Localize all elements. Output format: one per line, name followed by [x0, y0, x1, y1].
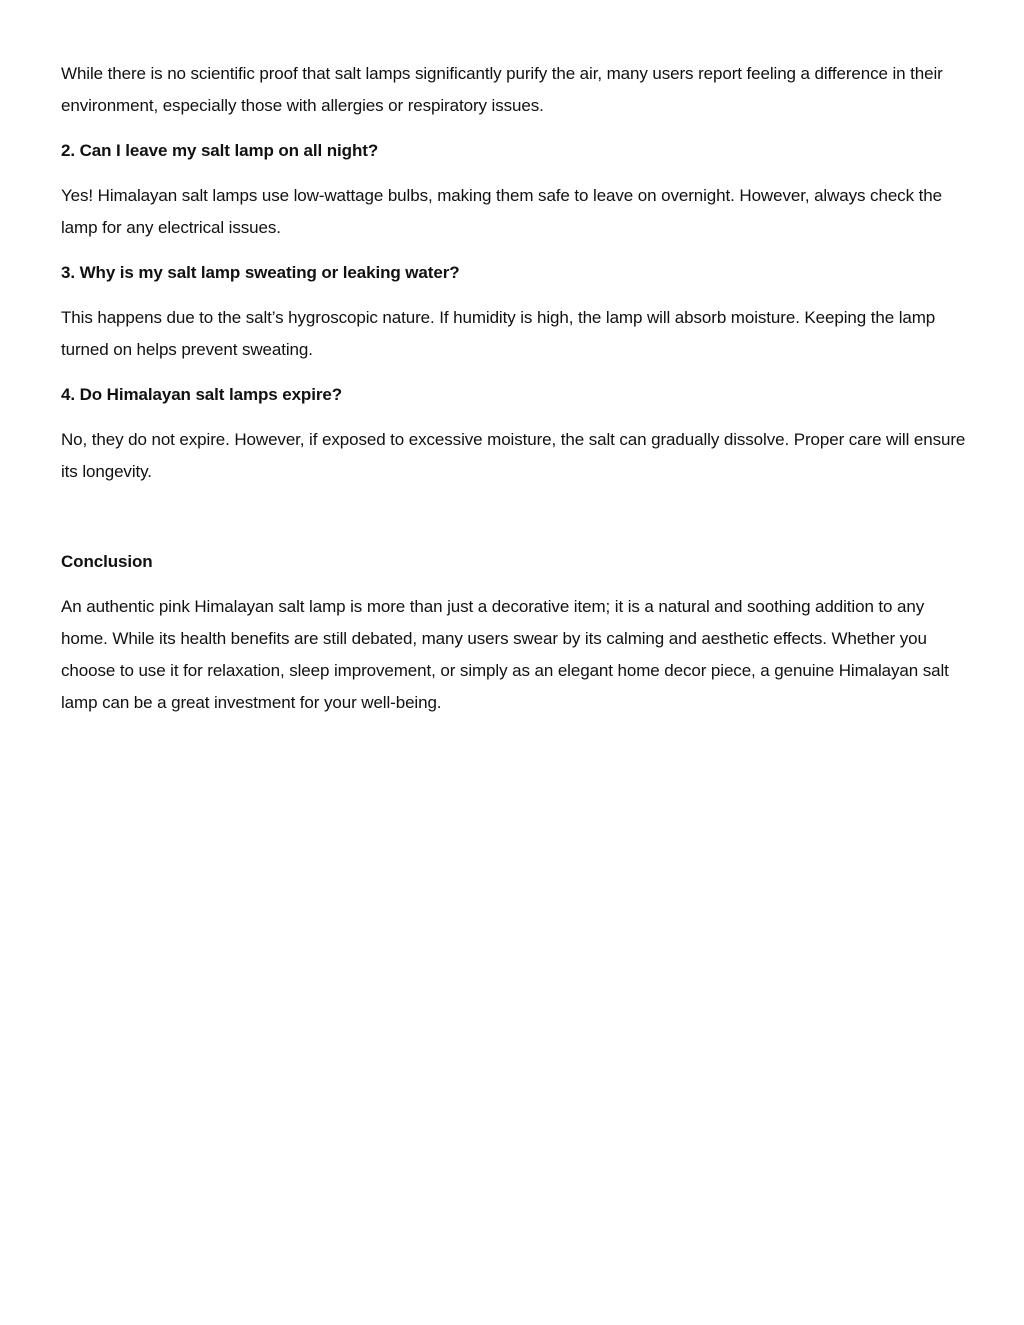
document-body [61, 58, 966, 719]
faq-question-4: 4. Do Himalayan salt lamps expire? [61, 385, 342, 404]
faq-answer-3: This happens due to the salt’s hygroscopic nature. If humidity is high, the lamp will absorb moisture. Keeping the lamp turned on helps prevent sweating. [61, 308, 936, 359]
faq-question-3: 3. Why is my salt lamp sweating or leaking water? [61, 263, 460, 282]
faq-answer-2: Yes! Himalayan salt lamps use low-wattage bulbs, making them safe to leave on overnight. However, always check the lamp for any electrical issues. [61, 186, 942, 237]
intro-paragraph: While there is no scientific proof that salt lamps significantly purify the air, many users report feeling a difference in their environment, especially those with allergies or respiratory issues. [61, 64, 943, 115]
faq-answer-4: No, they do not expire. However, if exposed to excessive moisture, the salt can gradually dissolve. Proper care will ensure its longevity. [61, 430, 966, 481]
conclusion-paragraph: An authentic pink Himalayan salt lamp is more than just a decorative item; it is a natural and soothing addition to any home. While its health benefits are still debated, many users swear by its calming and aesthetic effects. Whether you choose to use it for relaxation, sleep improvement, or simply as an elegant home decor piece, a genuine Himalayan salt lamp can be a great investment for your well-being. [61, 597, 949, 712]
faq-question-2: 2. Can I leave my salt lamp on all night? [61, 141, 379, 160]
conclusion-heading: Conclusion [61, 552, 153, 571]
